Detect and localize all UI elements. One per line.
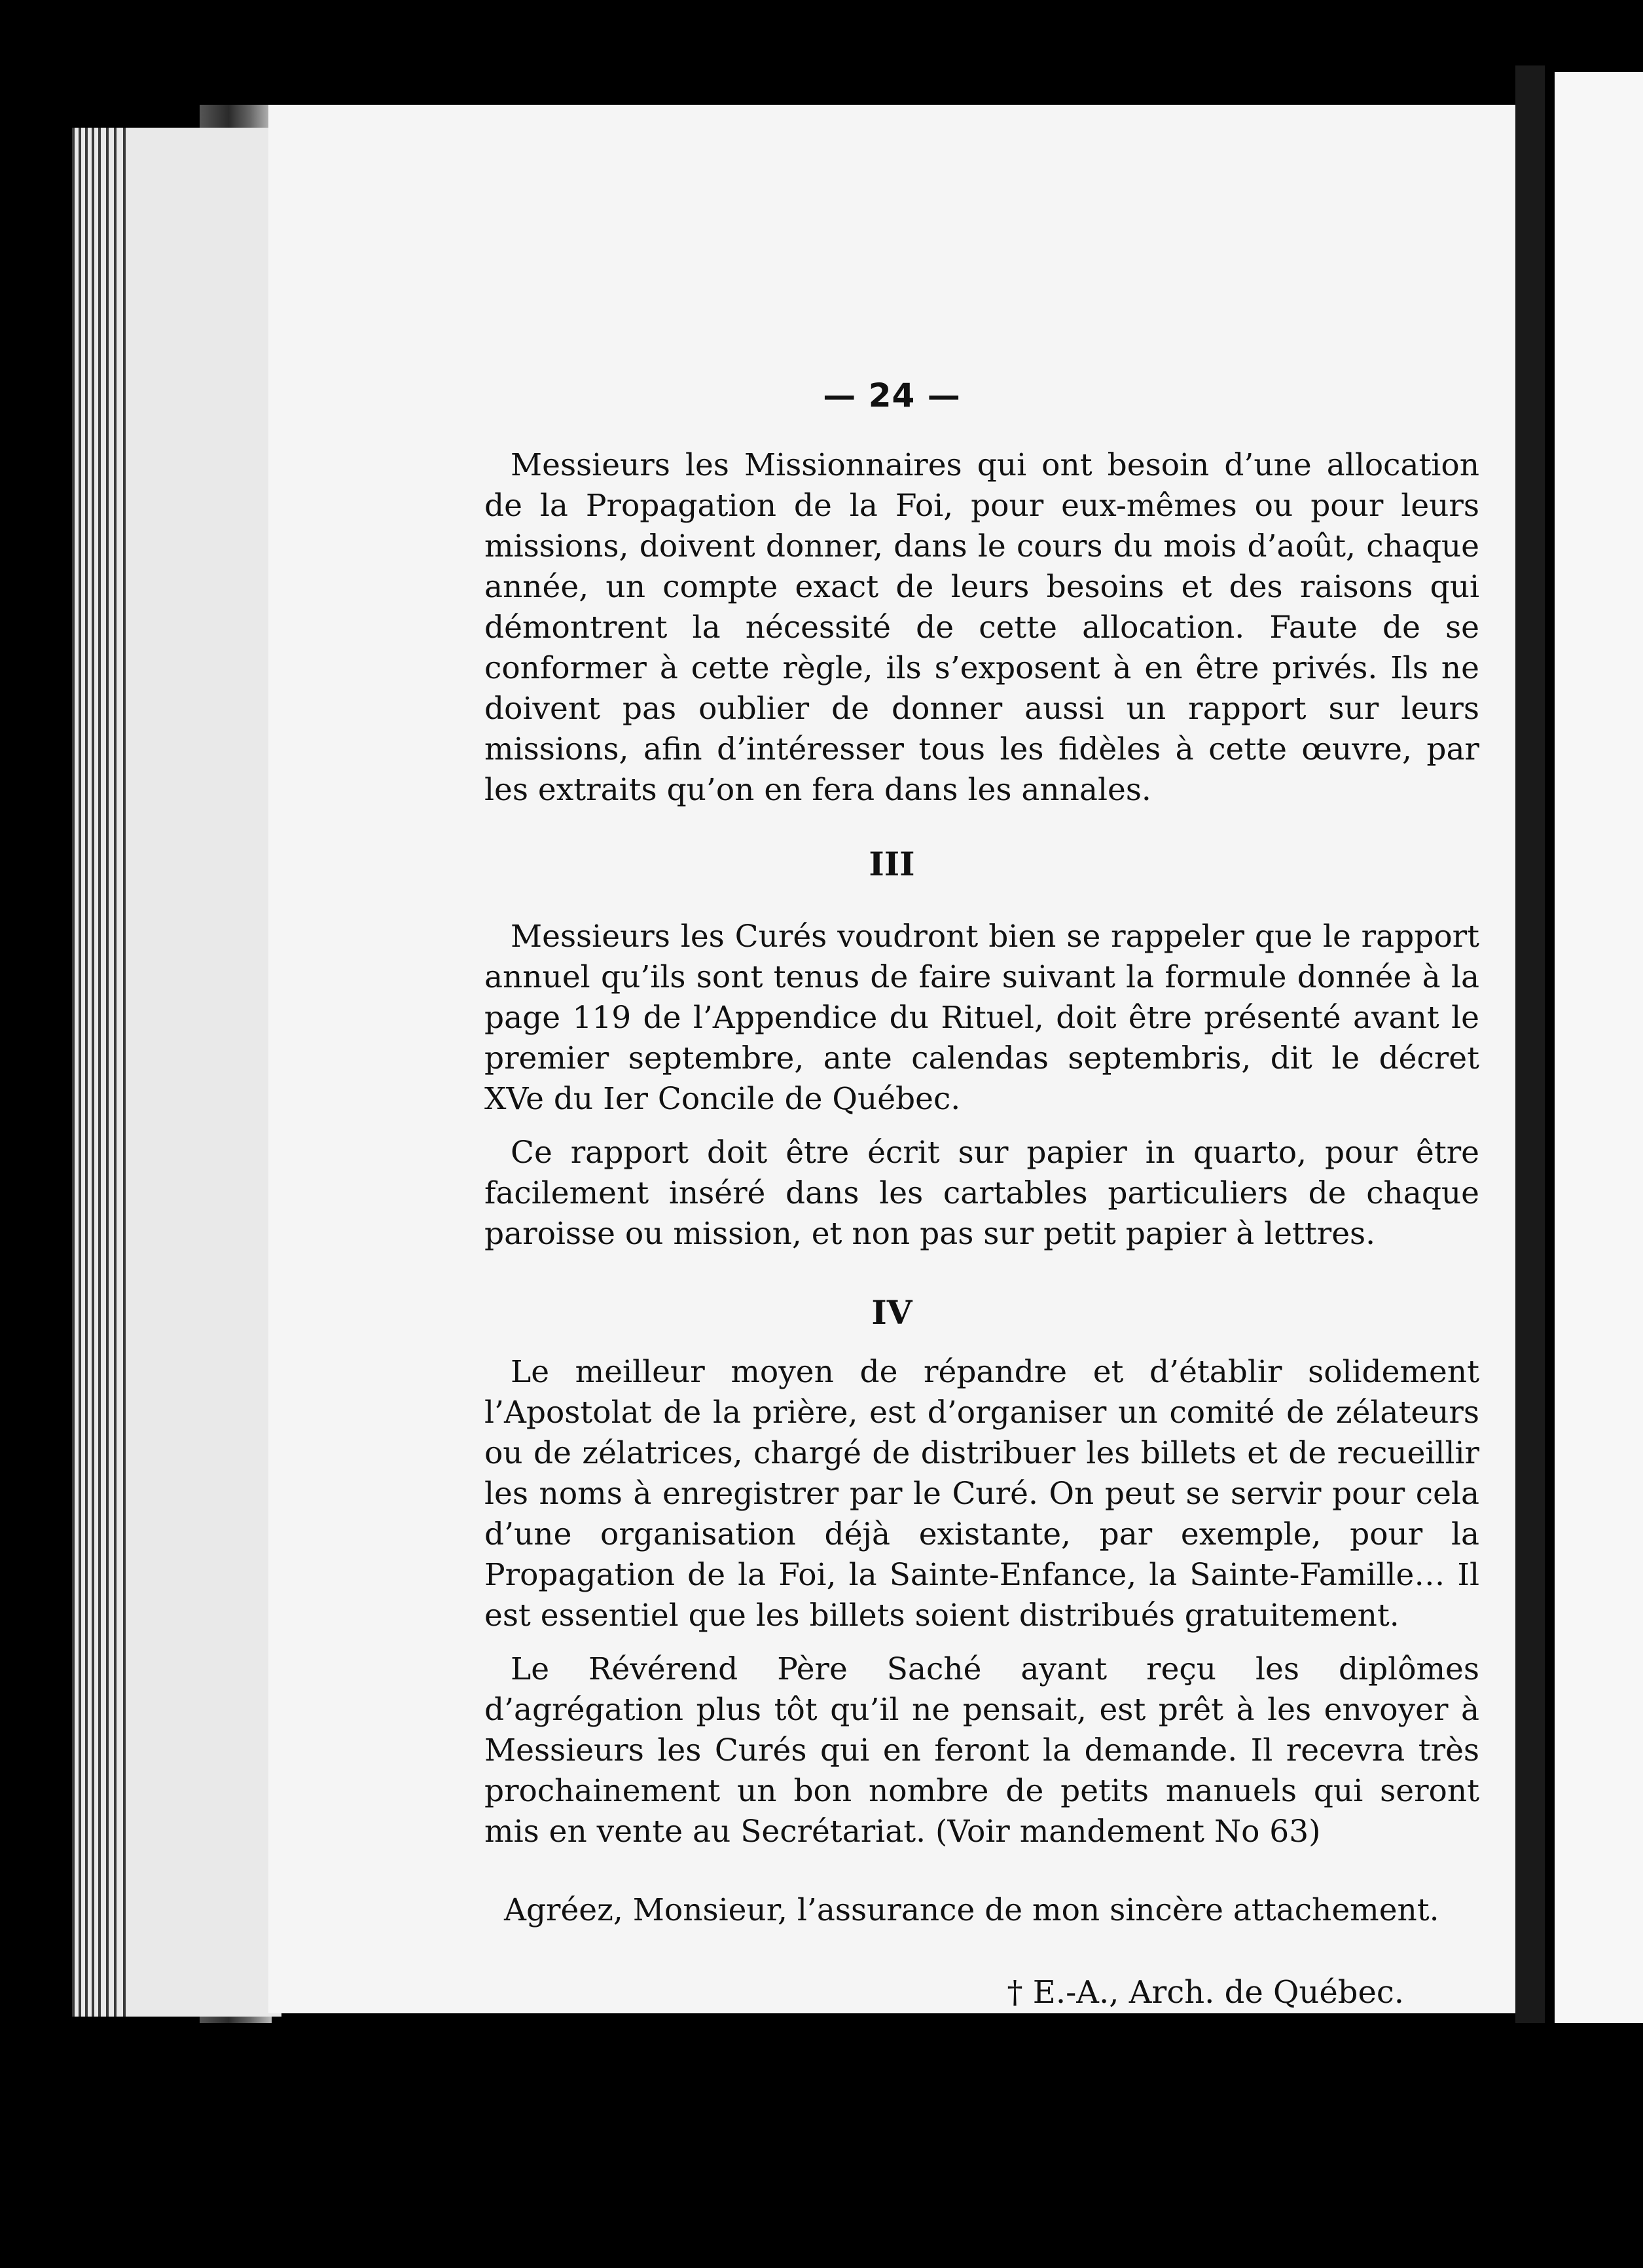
page-stack-edges	[72, 128, 281, 2017]
paragraph: Messieurs les Missionnaires qui ont besoin d’une allocation de la Propagation de la Foi, pour eux-mêmes ou pour leurs missions, doivent donner, dans le cours du mois d’août, chaque année, un compte exact de leurs besoins et des raisons qui démontrent la nécessité de cette allocation. Faute de se conformer à cette règle, ils s’exposent à en être privés. Ils ne doivent pas oublier de donner aussi un rapport sur leurs missions, afin d’intéresser tous les fidèles à cette œuvre, par les extraits qu’on en fera dans les annales.	[484, 447, 1479, 808]
right-page-edge	[1515, 65, 1545, 2023]
signature: † E.-A., Arch. de Québec.	[1007, 1974, 1404, 2011]
closing-line: Agréez, Monsieur, l’assurance de mon sincère attachement.	[504, 1892, 1439, 1928]
next-page-sliver	[1555, 72, 1643, 2023]
section-apostolat	[484, 1352, 1479, 1852]
section-heading-4: IV	[871, 1293, 912, 1332]
paragraph: Le Révérend Père Saché ayant reçu les diplômes d’agrégation plus tôt qu’il ne pensait, est prêt à les envoyer à Messieurs les Curés qui en feront la demande. Il recevra très prochainement un bon nombre de petits manuels qui seront mis en vente au Secrétariat. (Voir mandement No 63)	[484, 1651, 1479, 1850]
page-number: — 24 —	[823, 376, 961, 414]
paragraph: Le meilleur moyen de répandre et d’établir solidement l’Apostolat de la prière, est d’organiser un comité de zélateurs ou de zélatrices, chargé de distribuer les billets et de recueillir les noms à enregistrer par le Curé. On peut se servir pour cela d’une organisation déjà existante, par exemple, pour la Propagation de la Foi, la Sainte-Enfance, la Sainte-Famille… Il est essentiel que les billets soient distribués gratuitement.	[484, 1354, 1479, 1634]
section-heading-3: III	[869, 845, 915, 883]
paragraph: Ce rapport doit être écrit sur papier in quarto, pour être facilement inséré dans les cartables particuliers de chaque paroisse ou mission, et non pas sur petit papier à lettres.	[484, 1135, 1479, 1252]
book-page	[268, 105, 1515, 2013]
section-cures	[484, 917, 1479, 1254]
paragraph: Messieurs les Curés voudront bien se rappeler que le rapport annuel qu’ils sont tenus de faire suivant la formule donnée à la page 119 de l’Appendice du Rituel, doit être présenté avant le premier septembre, ante calendas septembris, dit le décret XVe du Ier Concile de Québec.	[484, 919, 1479, 1117]
section-missionnaires	[484, 445, 1479, 811]
